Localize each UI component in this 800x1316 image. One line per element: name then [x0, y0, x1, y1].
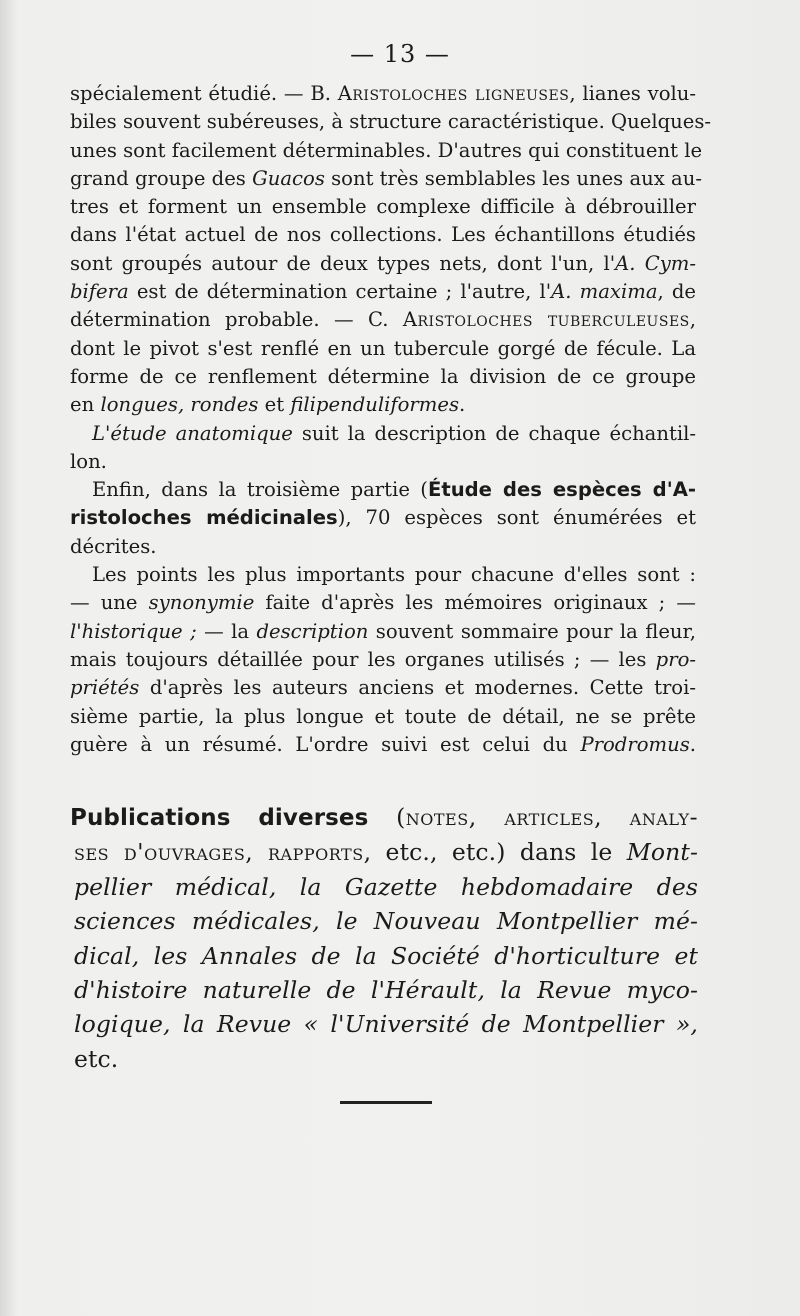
- bold-title-part: ristoloches médicinales: [70, 506, 338, 530]
- text-run: en: [70, 393, 101, 417]
- text-line: unes sont facilement déterminables. D'autres qui constituent le: [70, 138, 703, 162]
- text-line: [70, 835, 698, 869]
- text-line: [70, 973, 698, 1007]
- text-line: [70, 904, 698, 938]
- text-run: sont très semblables les unes aux au-: [324, 166, 702, 190]
- text-run: , lianes volu-: [569, 82, 696, 105]
- text-run: .: [689, 732, 696, 756]
- text-line: [70, 674, 696, 702]
- italic-term: synonymie: [148, 591, 255, 615]
- text-run: ,: [689, 308, 696, 332]
- italic-term: dical, les Annales de la Société d'horticulture et: [74, 941, 698, 970]
- text-line: [70, 646, 696, 674]
- text-line: [70, 306, 696, 334]
- italic-term: pro-: [655, 647, 696, 671]
- text-line: [70, 250, 696, 278]
- text-run: , etc., etc.) dans le: [363, 838, 627, 867]
- text-line: Les points les plus importants pour chacune d'elles sont :: [92, 563, 696, 587]
- text-run: souvent sommaire pour la fleur,: [368, 619, 696, 643]
- text-line: tres et forment un ensemble complexe difficile à débrouiller: [70, 195, 696, 219]
- text-line: biles souvent subéreuses, à structure caractéristique. Quelques-: [70, 110, 712, 134]
- text-line: [70, 420, 696, 448]
- main-text: [70, 80, 712, 759]
- text-run: sont groupés autour de deux types nets, dont l'un, l': [70, 251, 616, 275]
- text-run: suit la description de chaque échantil-: [292, 421, 697, 445]
- italic-term: Guacos: [252, 166, 325, 190]
- text-line: [70, 476, 696, 504]
- text-line: [70, 800, 698, 835]
- bold-title-part: Étude des espèces d'A-: [427, 478, 696, 502]
- publications-heading: Publications diverses: [70, 805, 369, 831]
- text-line: [70, 618, 696, 646]
- paragraph-third-part: [70, 476, 696, 561]
- text-run: — une: [70, 591, 149, 615]
- text-line: [70, 870, 698, 904]
- italic-term: Mont-: [626, 838, 698, 867]
- text-line: lon.: [70, 449, 107, 473]
- text-line: forme de ce renflement détermine la division de ce groupe: [70, 364, 696, 388]
- text-run: guère à un résumé. L'ordre suivi est celui du: [70, 732, 581, 756]
- text-line: dont le pivot s'est renflé en un tubercule gorgé de fécule. La: [70, 336, 696, 360]
- section-term-tuberculeuses: Aristoloches tuberculeuses: [402, 308, 690, 332]
- text-run: , de: [657, 280, 696, 304]
- italic-term: sciences médicales, le Nouveau Montpellier mé-: [74, 907, 698, 936]
- publications-section: [70, 800, 698, 1076]
- text-line: décrites.: [70, 534, 157, 558]
- text-run: détermination probable. — C.: [70, 308, 403, 332]
- italic-term: d'histoire naturelle de l'Hérault, la Revue myco-: [74, 976, 698, 1005]
- italic-term: filipenduliformes: [290, 393, 460, 417]
- page-number: — 13 —: [350, 40, 450, 68]
- text-run: mais toujours détaillée pour les organes utilisés ; — les: [70, 647, 656, 671]
- text-line: dans l'état actuel de nos collections. Les échantillons étudiés: [70, 223, 696, 247]
- italic-term: A. Cym-: [615, 251, 696, 275]
- text-line: sième partie, la plus longue et toute de détail, ne se prête: [70, 704, 696, 728]
- text-run: d'après les auteurs anciens et modernes. Cette troi-: [139, 676, 696, 700]
- italic-term: A. maxima: [551, 280, 658, 304]
- text-line: [70, 504, 696, 532]
- text-run: et: [258, 393, 291, 417]
- text-line: [70, 391, 696, 419]
- text-run: ses d'ouvrages, rapports: [74, 838, 364, 867]
- text-run: ), 70 espèces sont énumérées et: [337, 506, 697, 530]
- italic-term: l'historique ;: [70, 619, 197, 643]
- text-line: [70, 589, 696, 617]
- text-run: — la: [196, 619, 257, 643]
- italic-term: L'étude anatomique: [92, 421, 293, 445]
- italic-term: description: [256, 619, 369, 643]
- text-run: est de détermination certaine ; l'autre, l': [128, 280, 552, 304]
- paragraph-anatomical-study: [70, 420, 696, 477]
- section-divider: [340, 1101, 432, 1104]
- text-run: .: [459, 393, 466, 417]
- italic-term: priétés: [70, 676, 140, 700]
- text-line: [70, 278, 696, 306]
- text-run: Enfin, dans la troisième partie (: [92, 478, 428, 502]
- text-line: [70, 165, 702, 193]
- italic-term: bifera: [70, 280, 129, 304]
- section-term-ligneuses: Aristoloches ligneuses: [337, 82, 570, 105]
- italic-term: pellier médical, la Gazette hebdomadaire des: [74, 872, 698, 901]
- paragraph-important-points: [70, 561, 696, 759]
- italic-term: Prodromus: [580, 732, 690, 756]
- paragraph-aristoloches-groups: [70, 80, 712, 420]
- text-line: [70, 80, 696, 108]
- text-line: [70, 939, 698, 973]
- text-run: faite d'après les mémoires originaux ; —: [254, 591, 696, 615]
- italic-term: logique, la Revue « l'Université de Montpellier »,: [74, 1010, 698, 1039]
- italic-term: longues, rondes: [100, 393, 259, 417]
- text-line: etc.: [74, 1044, 119, 1073]
- text-run: grand groupe des: [70, 166, 253, 190]
- text-line: [70, 1007, 698, 1041]
- text-run: (notes, articles, analy-: [368, 803, 699, 831]
- text-run: spécialement étudié. — B.: [70, 82, 338, 105]
- text-line: [70, 731, 696, 759]
